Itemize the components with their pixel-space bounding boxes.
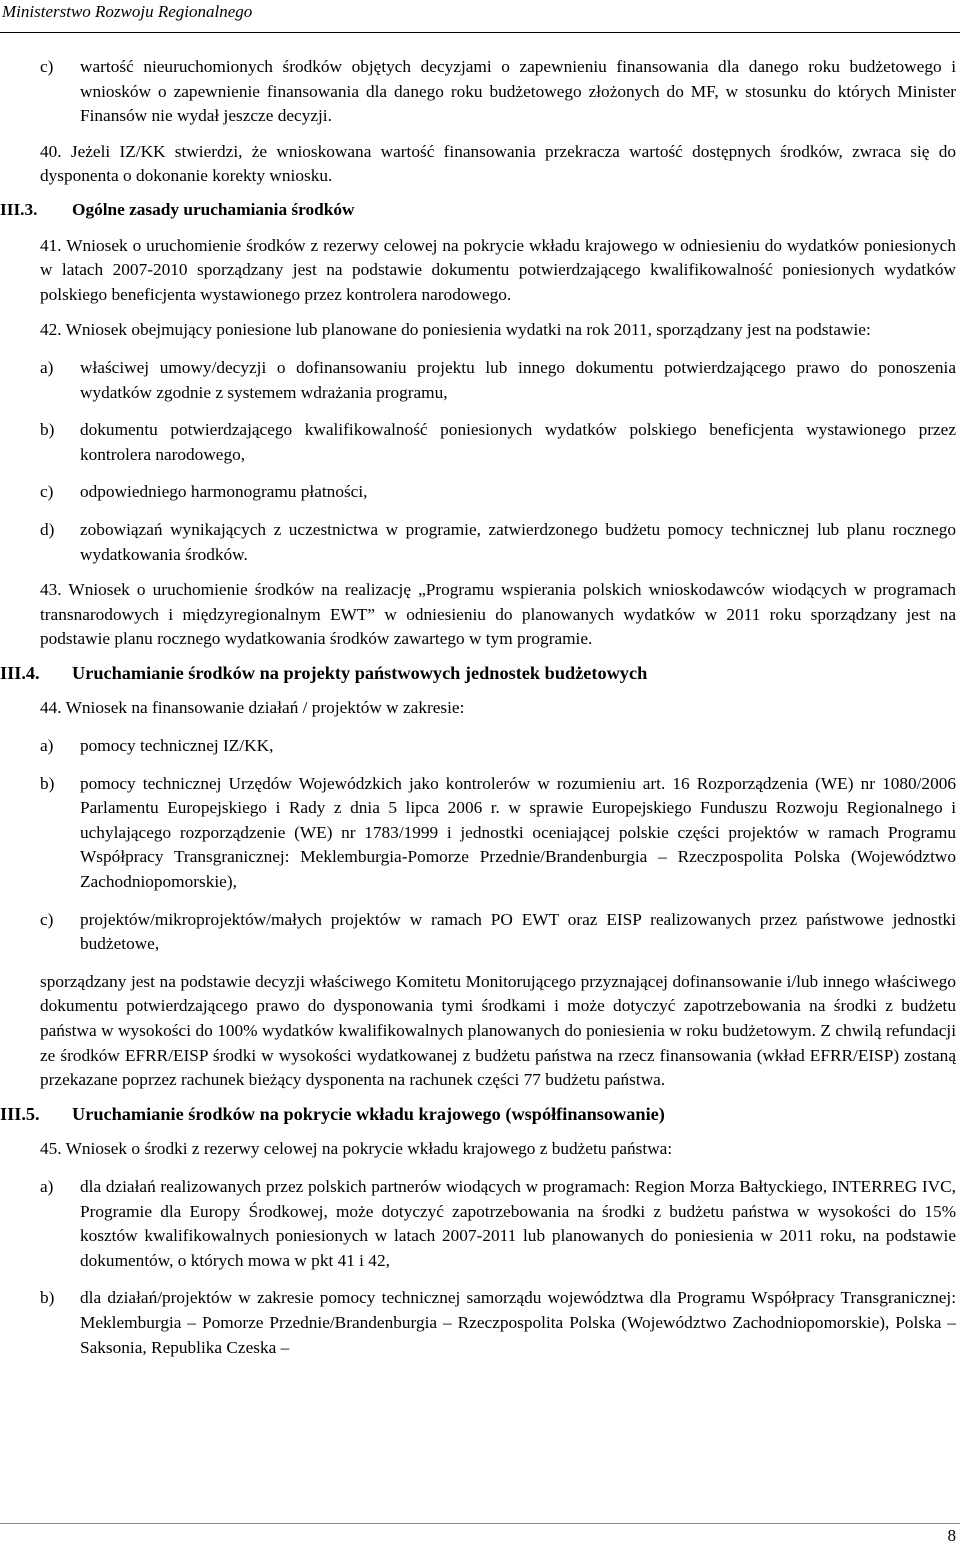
- list-text: zobowiązań wynikających z uczestnictwa w programie, zatwierdzonego budżetu pomocy technicznej lub planu rocznego wydatkowania środków.: [80, 519, 956, 564]
- paragraph-41: 41. Wniosek o uruchomienie środków z rezerwy celowej na pokrycie wkładu krajowego w odniesieniu do wydatków poniesionych w latach 2007-2010 sporządzany jest na podstawie dokumentu potwierdzającego kwalifikowalność poniesionych wydatków polskiego beneficjenta wystawionego przez kontrolera narodowego.: [40, 235, 956, 304]
- section-title: Ogólne zasady uruchamiania środków: [72, 199, 355, 219]
- list-item-44c: [40, 908, 956, 957]
- list-text: dokumentu potwierdzającego kwalifikowalność poniesionych wydatków polskiego beneficjenta wystawionego przez kontrolera narodowego,: [80, 420, 956, 464]
- paragraph-44: 44. Wniosek na finansowanie działań / projektów w zakresie:: [40, 698, 465, 718]
- list-item-44a: [40, 734, 956, 759]
- list-item-c-top: [40, 55, 956, 129]
- list-item-45a: [40, 1175, 956, 1273]
- list-label: c): [40, 482, 54, 502]
- list-item-42b: [40, 418, 956, 467]
- paragraph-44-tail: sporządzany jest na podstawie decyzji właściwego Komitetu Monitorującego przyznającej dofinansowanie i/lub innego właściwego dokumentu potwierdzającego prawo do dysponowania tymi środkami i może dotyczyć zapotrzebowania na środki z budżetu państwa w wysokości do 100% wydatków kwalifikowalnych planowanych do poniesienia w roku budżetowym. Z chwilą refundacji ze środków EFRR/EISP środki w wysokości wydatkowanej z budżetu państwa na rzecz finansowania (wkład EFRR/EISP) zostaną przekazane poprzez rachunek bieżący dysponenta na rachunek części 77 budżetu państwa.: [40, 971, 956, 1090]
- list-item-42d: [40, 518, 956, 567]
- list-label: c): [40, 57, 54, 76]
- list-label: d): [40, 519, 55, 539]
- section-number: III.5.: [0, 1103, 40, 1124]
- list-text: pomocy technicznej IZ/KK,: [80, 736, 274, 756]
- section-heading-III-3: [0, 198, 956, 223]
- list-label: a): [40, 357, 54, 377]
- list-label: b): [40, 420, 55, 440]
- list-text: pomocy technicznej Urzędów Wojewódzkich jako kontrolerów w rozumieniu art. 16 Rozporządzenia (WE) nr 1080/2006 Parlamentu Europejskiego i Rady z dnia 5 lipca 2006 r. w sprawie Europejskiego Funduszu Rozwoju Regionalnego i uchylającego rozporządzenie (WE) nr 1783/1999 i jednostki oceniającej polskie części projektów w ramach Programu Współpracy Transgranicznej: Meklemburgia-Pomorze Przednie/Brandenburgia – Rzeczpospolita Polska (Województwo Zachodniopomorskie),: [80, 773, 956, 892]
- list-text: dla działań/projektów w zakresie pomocy technicznej samorządu województwa dla Programu Współpracy Transgranicznej: Meklemburgia – Pomorze Przednie/Brandenburgia – Rzeczpospolita Polska (Województwo Zachodniopomorskie), Polska – Saksonia, Republika Czeska –: [80, 1288, 956, 1357]
- section-number: III.3.: [0, 199, 38, 219]
- section-title: Uruchamianie środków na pokrycie wkładu krajowego (współfinansowanie): [72, 1103, 665, 1124]
- paragraph-42: 42. Wniosek obejmujący poniesione lub planowane do poniesienia wydatki na rok 2011, sporządzany jest na podstawie:: [40, 320, 871, 340]
- list-item-44b: [40, 772, 956, 895]
- list-text: projektów/mikroprojektów/małych projektów w ramach PO EWT oraz EISP realizowanych przez państwowe jednostki budżetowe,: [80, 909, 956, 954]
- list-label: b): [40, 1288, 55, 1308]
- section-heading-III-4: [0, 661, 956, 686]
- page-number: 8: [947, 1526, 956, 1545]
- list-item-42a: [40, 356, 956, 405]
- list-label: a): [40, 1176, 54, 1196]
- list-item-45b: [40, 1286, 956, 1360]
- list-item-42c: [40, 480, 956, 505]
- list-text: właściwej umowy/decyzji o dofinansowaniu projektu lub innego dokumentu potwierdzającego prawo do ponoszenia wydatków zgodnie z systemem wdrażania programu,: [80, 357, 956, 402]
- list-label: b): [40, 773, 55, 793]
- page-header: [0, 0, 960, 33]
- section-title: Uruchamianie środków na projekty państwowych jednostek budżetowych: [72, 662, 648, 683]
- paragraph-40: 40. Jeżeli IZ/KK stwierdzi, że wnioskowana wartość finansowania przekracza wartość dostępnych środków, zwraca się do dysponenta o dokonanie korekty wniosku.: [40, 141, 956, 186]
- list-text: wartość nieuruchomionych środków objętych decyzjami o zapewnieniu finansowania dla danego roku budżetowego i wniosków o zapewnienie finansowania dla danego roku budżetowego złożonych do MF, w stosunku do których Minister Finansów nie wydał jeszcze decyzji.: [80, 57, 956, 126]
- header-title: Ministerstwo Rozwoju Regionalnego: [2, 2, 253, 21]
- paragraph-45: 45. Wniosek o środki z rezerwy celowej na pokrycie wkładu krajowego z budżetu państwa:: [40, 1139, 673, 1159]
- list-label: a): [40, 736, 54, 756]
- section-heading-III-5: [0, 1102, 956, 1127]
- document-body: [0, 55, 956, 1360]
- paragraph-43: 43. Wniosek o uruchomienie środków na realizację „Programu wspierania polskich wnioskodawców wiodących w programach transnarodowych i międzyregionalnym EWT” w odniesieniu do planowanych wydatków w 2011 roku sporządzany jest na podstawie planu rocznego wydatkowania środków zawartego w tym programie.: [40, 580, 956, 649]
- list-text: odpowiedniego harmonogramu płatności,: [80, 482, 368, 502]
- list-label: c): [40, 909, 54, 929]
- list-text: dla działań realizowanych przez polskich partnerów wiodących w programach: Region Morza Bałtyckiego, INTERREG IVC, Programie dla Europy Środkowej, może dotyczyć zapotrzebowania na środki z budżetu państwa w wysokości do 15% kosztów kwalifikowalnych poniesionych w latach 2007-2011 lub planowanych do poniesienia w 2011 roku, na podstawie dokumentów, o których mowa w pkt 41 i 42,: [80, 1176, 956, 1270]
- footer-divider: [0, 1523, 960, 1524]
- section-number: III.4.: [0, 662, 40, 683]
